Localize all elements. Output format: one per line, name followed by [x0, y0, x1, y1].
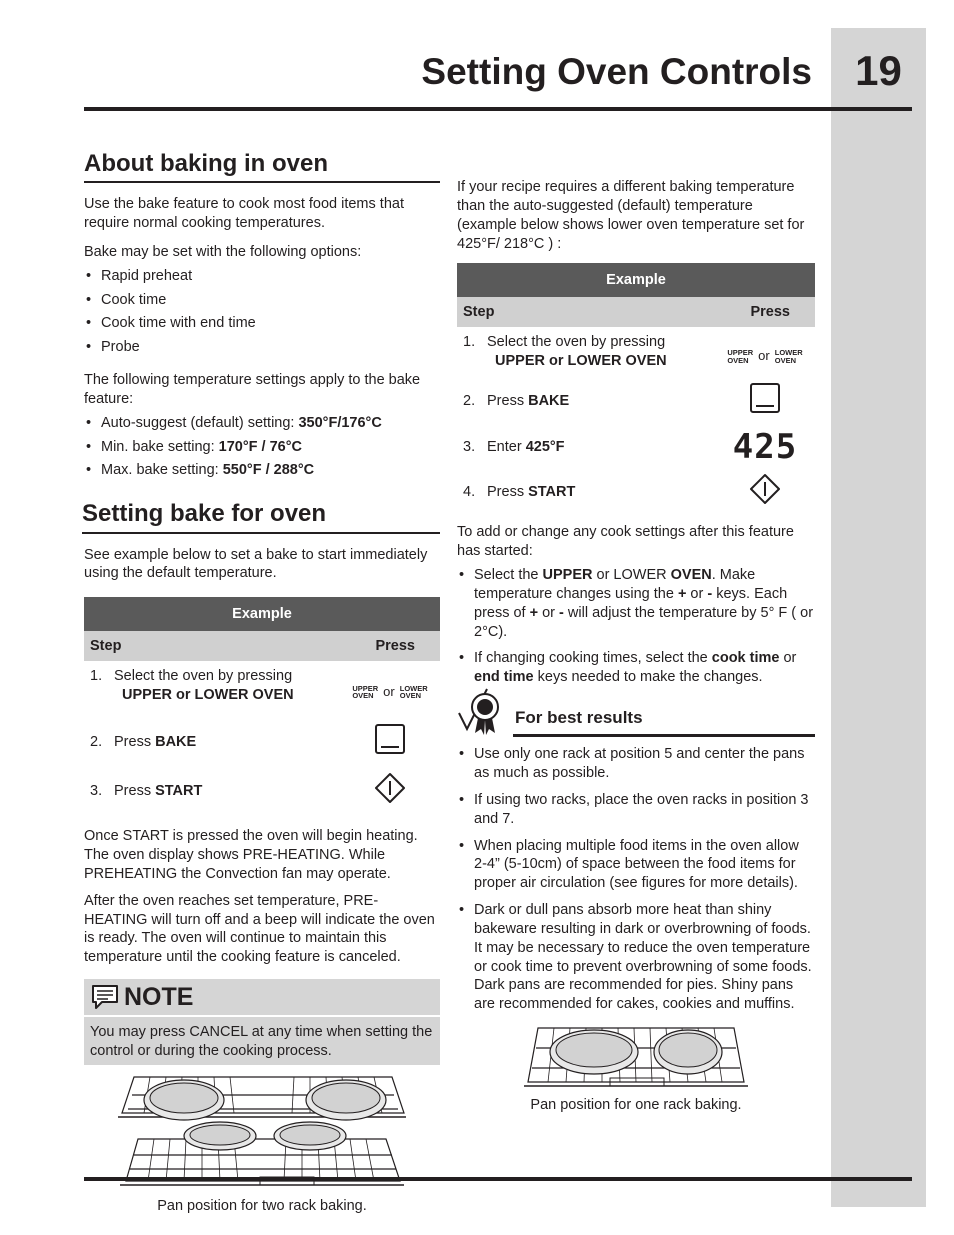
step-text: Select the oven by pressing — [114, 668, 293, 685]
step-number: 1. — [463, 334, 476, 351]
temperature-display: 425 — [732, 427, 798, 468]
step-bold: BAKE — [155, 733, 197, 750]
step-bold: 425°F — [525, 438, 565, 455]
step-bold: UPPER or LOWER OVEN — [122, 687, 294, 704]
list-item — [84, 438, 440, 457]
table-row — [84, 661, 440, 717]
example-title: Example — [232, 605, 292, 622]
temp-label: Auto-suggest (default) setting: — [101, 414, 299, 431]
temp-intro: The following temperature settings apply to the bake feature: — [84, 372, 421, 407]
list-item — [84, 461, 440, 480]
step-bold: UPPER or LOWER OVEN — [495, 353, 667, 370]
table-row — [84, 767, 440, 815]
right-column — [457, 178, 815, 1115]
step-text: Press — [487, 392, 529, 409]
step-bold: BAKE — [528, 392, 570, 409]
list-item: • Probe — [84, 338, 440, 357]
best-results-title: For best results — [513, 707, 815, 737]
list-item: • When placing multiple food items in the oven allow 2-4” (5-10cm) of space between the food items for proper air circulation (see figures for more details). — [457, 837, 815, 894]
start-key-icon[interactable] — [374, 772, 406, 804]
best-results-list — [457, 745, 815, 1014]
left-column — [84, 148, 440, 1216]
upper-oven-key[interactable]: UPPER OVEN — [727, 347, 754, 365]
note-title: NOTE — [124, 982, 194, 1011]
step-text: Press — [114, 782, 156, 799]
step-text: Enter — [487, 438, 526, 455]
step-text: Press — [487, 483, 529, 500]
bake-key-icon[interactable] — [375, 724, 405, 754]
temp-value: 350°F/176°C — [298, 414, 382, 431]
change-list — [457, 566, 815, 687]
col-step: Step — [90, 637, 122, 654]
note-box — [84, 979, 440, 1065]
example-table — [84, 597, 440, 815]
col-press: Press — [375, 637, 415, 654]
step-bold: START — [155, 782, 203, 799]
page-title: Setting Oven Controls — [421, 51, 812, 92]
example-title: Example — [606, 271, 666, 288]
col-step: Step — [463, 303, 495, 320]
step-number: 1. — [90, 668, 103, 685]
page-sidebar — [831, 28, 926, 1207]
lower-oven-key[interactable]: LOWER OVEN — [774, 347, 803, 365]
list-item: • Cook time with end time — [84, 314, 440, 333]
step-bold: START — [528, 483, 576, 500]
temp-list — [84, 414, 440, 481]
setting-heading: Setting bake for oven — [82, 498, 440, 533]
list-item: • Select the UPPER or LOWER OVEN. Make temperature changes using the + or - keys. Each press of + or - will adjust the temperature by 5° F ( or 2°C). — [457, 566, 815, 641]
start-key-icon[interactable] — [749, 473, 781, 505]
page-number: 19 — [855, 47, 902, 94]
temp-label: Max. bake setting: — [101, 462, 223, 479]
footer-rule — [84, 1177, 912, 1181]
step-number: 3. — [90, 782, 103, 799]
oven-select-keys — [352, 684, 427, 701]
after-temp-text: After the oven reaches set temperature, PRE-HEATING will turn off and a beep will indicate the oven is ready. The oven will continue to maintain this temperature until the cooking feature is canceled. — [84, 892, 435, 966]
options-list — [84, 267, 440, 357]
bake-key-icon[interactable] — [750, 383, 780, 413]
step-number: 4. — [463, 483, 476, 500]
change-intro: To add or change any cook settings after this feature has started: — [457, 524, 794, 560]
temp-label: Min. bake setting: — [101, 438, 219, 455]
note-icon — [90, 983, 120, 1011]
table-row — [457, 379, 815, 423]
or-text: or — [383, 683, 395, 699]
one-rack-figure — [520, 1026, 752, 1090]
upper-oven-key[interactable]: UPPER OVEN — [352, 683, 379, 701]
list-item: • Dark or dull pans absorb more heat than shiny bakeware resulting in dark or overbrowning of foods. It may be necessary to reduce the oven temperature or cook time to prevent overbrowning of some foods. Dark pans are recommended for pies. Shiny pans are recommended for cakes, cookies and muffins. — [457, 901, 815, 1014]
right-intro: If your recipe requires a different baking temperature than the auto-suggested (default) temperature (example below shows lower oven temperature set for 425°F/ 218°C ) : — [457, 179, 805, 252]
lower-oven-key[interactable]: LOWER OVEN — [399, 683, 428, 701]
about-intro: Use the bake feature to cook most food items that require normal cooking temperatures. — [84, 196, 404, 232]
step-number: 2. — [90, 733, 103, 750]
step-text: Press — [114, 733, 156, 750]
table-row — [457, 471, 815, 513]
col-press: Press — [750, 303, 790, 320]
note-text: You may press CANCEL at any time when setting the control or during the cooking process. — [90, 1024, 433, 1059]
list-item: • Use only one rack at position 5 and center the pans as much as possible. — [457, 745, 815, 783]
list-item: • Cook time — [84, 291, 440, 310]
temp-value: 170°F / 76°C — [218, 438, 303, 455]
options-intro: Bake may be set with the following options: — [84, 243, 362, 260]
temp-value: 550°F / 288°C — [222, 462, 315, 479]
table-row — [457, 327, 815, 379]
header-rule — [84, 107, 912, 111]
table-row — [84, 717, 440, 767]
step-number: 2. — [463, 392, 476, 409]
best-results-header — [457, 697, 815, 737]
award-ribbon-icon — [457, 683, 507, 737]
table-row — [457, 423, 815, 471]
step-number: 3. — [463, 438, 476, 455]
two-rack-caption: Pan position for two rack baking. — [157, 1197, 367, 1214]
after-start-text: Once START is pressed the oven will begin heating. The oven display shows PRE-HEATING. While PREHEATING the Convection fan may operate. — [84, 828, 418, 882]
oven-select-keys — [727, 348, 802, 365]
step-text: Select the oven by pressing — [487, 334, 666, 351]
list-item — [84, 414, 440, 433]
list-item: • If changing cooking times, select the cook time or end time keys needed to make the changes. — [457, 649, 815, 687]
one-rack-caption: Pan position for one rack baking. — [530, 1097, 742, 1114]
or-text: or — [758, 348, 770, 364]
list-item: • Rapid preheat — [84, 267, 440, 286]
example-table-2 — [457, 263, 815, 513]
list-item: • If using two racks, place the oven racks in position 3 and 7. — [457, 791, 815, 829]
setting-intro: See example below to set a bake to start immediately using the default temperature. — [84, 546, 428, 582]
about-heading: About baking in oven — [84, 148, 440, 183]
